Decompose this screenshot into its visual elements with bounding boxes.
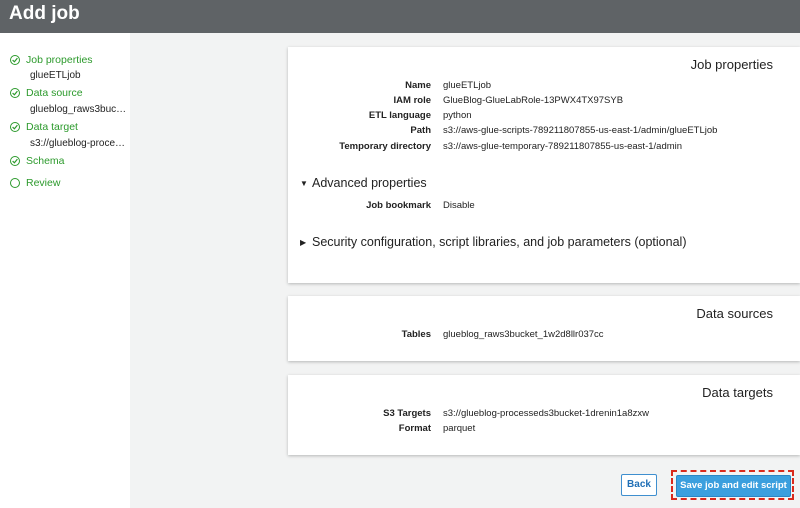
property-key: Tables <box>401 329 431 340</box>
property-value: s3://aws-glue-temporary-789211807855-us-east-1/admin <box>443 141 683 152</box>
security-config-toggle[interactable] <box>300 235 686 249</box>
property-row <box>288 95 800 107</box>
property-row <box>288 110 800 122</box>
advanced-properties-toggle[interactable] <box>300 176 427 190</box>
caret-right-icon: ▶ <box>300 238 307 247</box>
property-key: Name <box>405 80 431 91</box>
property-key: S3 Targets <box>383 408 431 419</box>
step-label: Data source <box>26 87 83 99</box>
property-key: ETL language <box>368 110 431 121</box>
panel-title: Job properties <box>690 57 773 72</box>
property-key: IAM role <box>393 95 431 106</box>
property-value: glueETLjob <box>443 80 492 91</box>
property-row <box>288 80 800 92</box>
data-targets-panel <box>288 375 800 455</box>
save-job-button[interactable]: Save job and edit script <box>676 475 791 497</box>
property-value: s3://aws-glue-scripts-789211807855-us-east-1/admin/glueETLjob <box>443 125 718 136</box>
property-row <box>288 125 800 137</box>
property-value: glueblog_raws3bucket_1w2d8llr037cc <box>443 329 604 340</box>
property-row <box>288 200 800 212</box>
step-label: Data target <box>26 121 78 133</box>
caret-down-icon: ▼ <box>300 179 308 188</box>
property-value: python <box>443 110 472 121</box>
check-circle-icon <box>10 88 20 98</box>
panel-title: Data sources <box>696 306 773 321</box>
page-title: Add job <box>9 3 80 24</box>
step-summary: glueblog_raws3buc… <box>30 104 127 115</box>
property-row <box>288 423 800 435</box>
step-summary: glueETLjob <box>30 70 81 81</box>
check-circle-icon <box>10 122 20 132</box>
property-value: parquet <box>443 423 476 434</box>
step-label: Review <box>26 177 61 189</box>
back-button[interactable]: Back <box>621 474 657 496</box>
circle-icon <box>10 178 20 188</box>
step-summary: s3://glueblog-proce… <box>30 138 126 149</box>
property-value: GlueBlog-GlueLabRole-13PWX4TX97SYB <box>443 95 624 106</box>
check-circle-icon <box>10 156 20 166</box>
property-row <box>288 408 800 420</box>
expander-label: Security configuration, script libraries, and job parameters (optional) <box>312 235 687 249</box>
data-sources-panel <box>288 296 800 361</box>
check-circle-icon <box>10 55 20 65</box>
highlight-box <box>671 470 794 500</box>
job-properties-panel <box>288 47 800 283</box>
property-key: Format <box>398 423 431 434</box>
expander-label: Advanced properties <box>312 176 427 190</box>
panel-title: Data targets <box>702 385 773 400</box>
step-label: Schema <box>26 155 65 167</box>
wizard-sidebar <box>0 33 130 508</box>
property-key: Temporary directory <box>339 141 431 152</box>
property-key: Job bookmark <box>366 200 431 211</box>
property-key: Path <box>410 125 431 136</box>
property-value: Disable <box>443 200 475 211</box>
property-value: s3://glueblog-processeds3bucket-1drenin1a8zxw <box>443 408 649 419</box>
page-header <box>0 0 800 33</box>
property-row <box>288 329 800 341</box>
property-row <box>288 141 800 153</box>
step-label: Job properties <box>26 54 93 66</box>
